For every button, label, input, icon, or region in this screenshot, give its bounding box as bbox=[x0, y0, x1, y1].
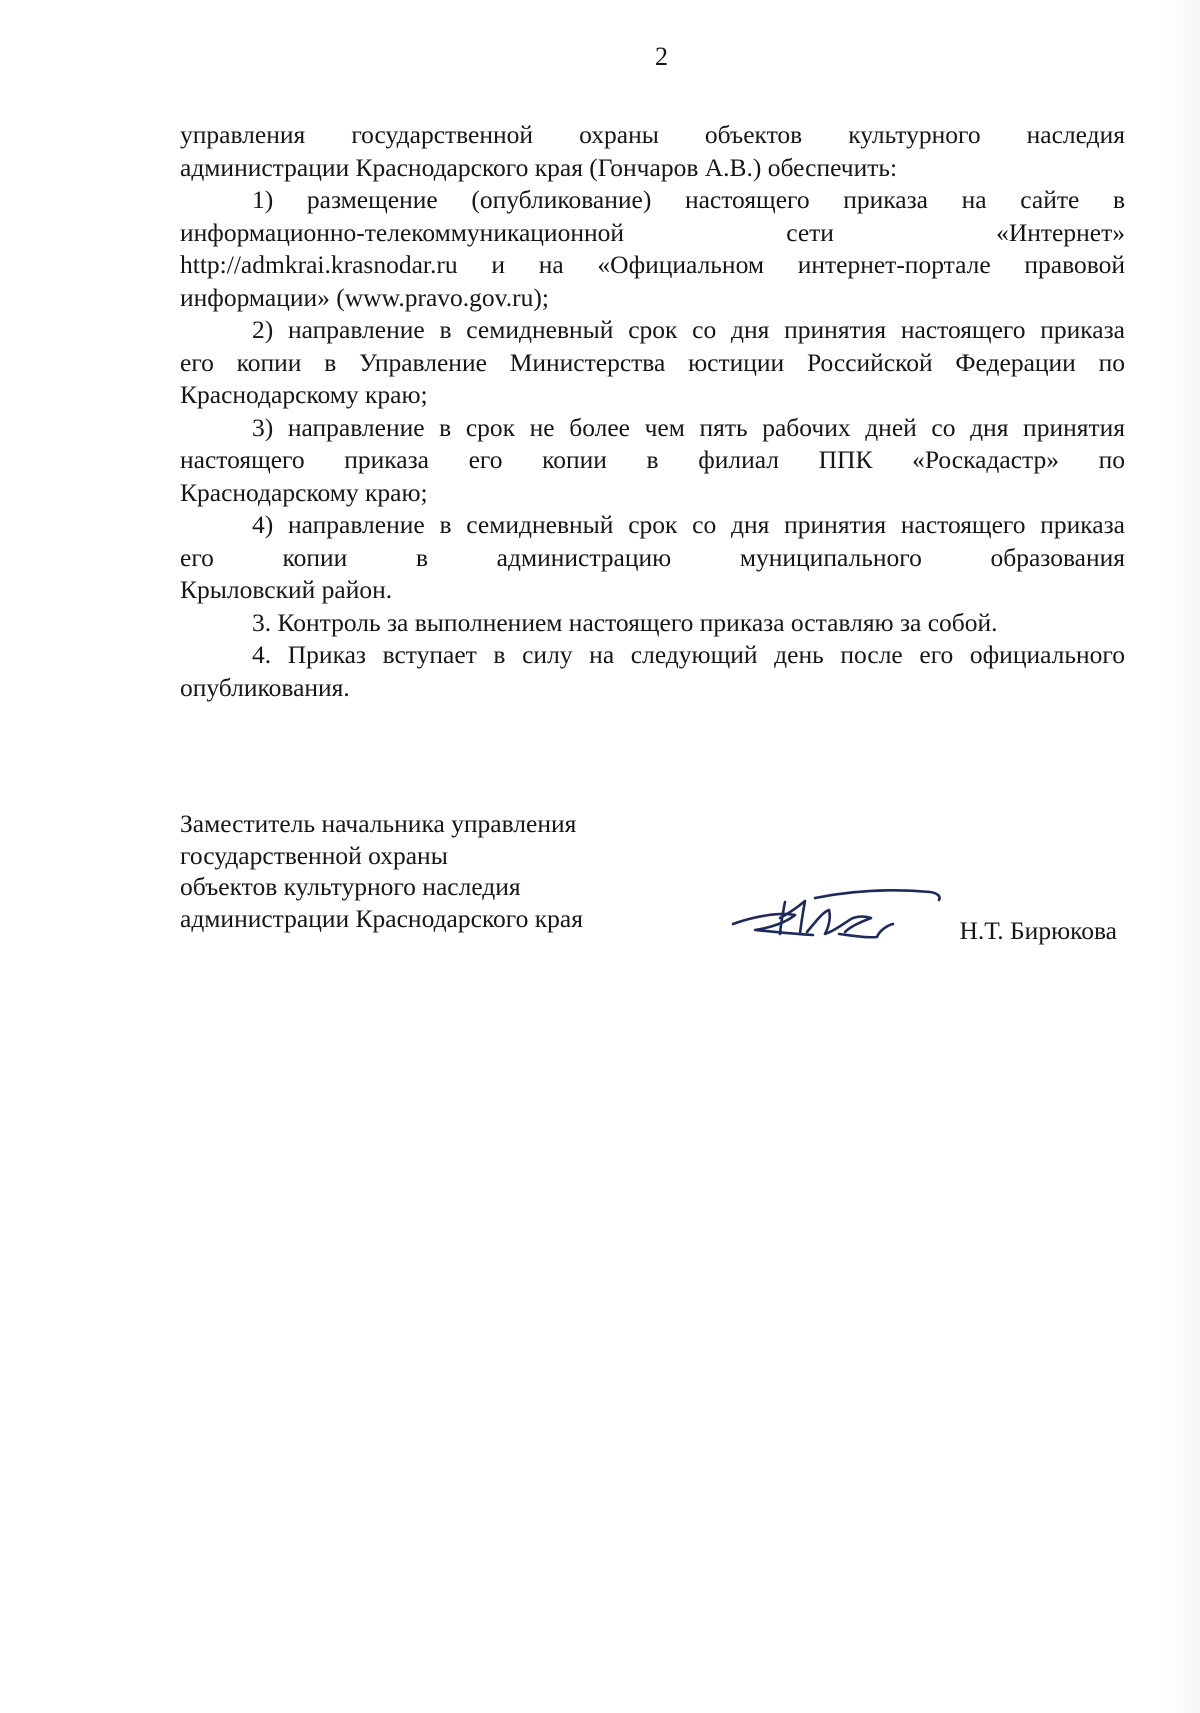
text-line: 3. Контроль за выполнением настоящего приказа оставляю за собой. bbox=[252, 607, 998, 637]
paragraph-item-4 bbox=[180, 509, 1125, 607]
signer-position-line: Заместитель начальника управления bbox=[180, 809, 577, 838]
text-line: его копии в администрацию муниципального образования bbox=[180, 542, 1125, 572]
signer-position-line: администрации Краснодарского края bbox=[180, 903, 583, 933]
text-line: его копии в Управление Министерства юстиции Российской Федерации по bbox=[180, 347, 1125, 377]
text-line: Крыловский район. bbox=[180, 575, 393, 604]
paragraph-item-2 bbox=[180, 314, 1125, 412]
signer-position-line: объектов культурного наследия bbox=[180, 872, 521, 901]
scan-shadow bbox=[1160, 0, 1200, 1713]
text-line: 4) направление в семидневный срок со дня принятия настоящего приказа bbox=[252, 510, 1125, 539]
paragraph-intro bbox=[180, 119, 1125, 184]
signer-position bbox=[180, 808, 660, 934]
paragraph-item-1 bbox=[180, 184, 1125, 314]
text-line: администрации Краснодарского края (Гончаров А.В.) обеспечить: bbox=[180, 152, 898, 182]
paragraph-effective bbox=[180, 639, 1125, 704]
text-line: 2) направление в семидневный срок со дня принятия настоящего приказа bbox=[252, 315, 1125, 344]
paragraph-item-3 bbox=[180, 412, 1125, 510]
text-line: http://admkrai.krasnodar.ru и на «Официальном интернет-портале правовой bbox=[180, 250, 1125, 279]
text-line: Краснодарскому краю; bbox=[180, 380, 428, 409]
text-line: 3) направление в срок не более чем пять рабочих дней со дня принятия bbox=[252, 412, 1125, 442]
handwritten-signature bbox=[725, 882, 955, 952]
text-line: настоящего приказа его копии в филиал ППК «Роскадастр» по bbox=[180, 445, 1125, 474]
document-body bbox=[180, 119, 1125, 704]
text-line: управления государственной охраны объектов культурного наследия bbox=[180, 120, 1125, 149]
signature-block bbox=[180, 808, 1125, 945]
signer-position-line: государственной охраны bbox=[180, 840, 448, 870]
text-line: информационно-телекоммуникационной сети «Интернет» bbox=[180, 217, 1125, 247]
text-line: опубликования. bbox=[180, 672, 350, 702]
signer-name: Н.Т. Бирюкова bbox=[959, 916, 1117, 945]
page-number: 2 bbox=[655, 42, 668, 71]
text-line: Краснодарскому краю; bbox=[180, 477, 428, 507]
text-line: 4. Приказ вступает в силу на следующий день после его официального bbox=[252, 640, 1125, 669]
text-line: информации» (www.pravo.gov.ru); bbox=[180, 282, 549, 312]
paragraph-control bbox=[180, 607, 1125, 640]
text-line: 1) размещение (опубликование) настоящего приказа на сайте в bbox=[252, 185, 1125, 214]
